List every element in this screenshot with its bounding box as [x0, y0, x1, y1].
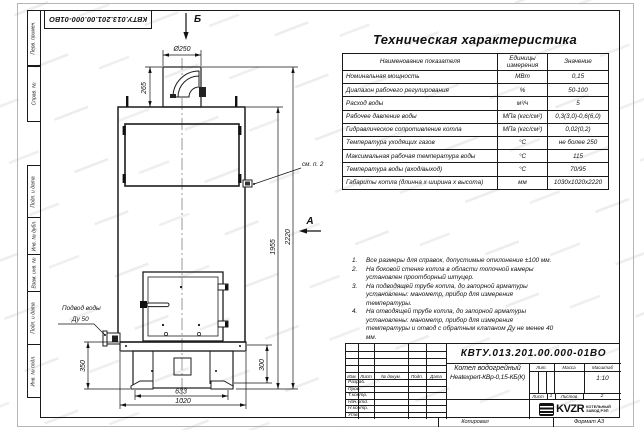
spec-param: Температура воды (вход/выход): [343, 163, 498, 176]
note-text: Все размеры для справок, допустимые отклонение ±100 мм.: [366, 257, 552, 264]
tb-lit-label: Лит.: [536, 364, 547, 370]
notes-list: [352, 257, 608, 342]
spec-col-name: Наименование показателя: [343, 54, 498, 71]
tb-col-date: Дата: [430, 373, 442, 379]
tb-line: [346, 386, 446, 387]
kvzr-logo-text: KVZR: [556, 403, 585, 415]
spec-value: 50-100: [548, 84, 609, 97]
spec-row: [343, 136, 609, 149]
margin-field-label: Подп. и дата: [31, 175, 37, 208]
spec-row: [343, 150, 609, 163]
spec-value: 0,02(0,2): [548, 123, 609, 136]
tb-mass-label: Масса: [562, 364, 576, 370]
tb-line: [346, 412, 446, 413]
tb-line: [529, 371, 621, 372]
tb-line: [346, 365, 446, 366]
margin-field-label: Справ. №: [31, 82, 38, 106]
tb-role-tkontr: Т.контр.: [348, 393, 368, 398]
tb-product-name-line2: Heatexpert-КВр-0,15-КБ(К): [449, 374, 526, 381]
tb-role-nkontr: Н.контр.: [348, 406, 369, 411]
spec-param: Гидравлическое сопротивление котла: [343, 123, 498, 136]
margin-field-label: Инв. № подл.: [31, 355, 37, 387]
tb-role-nachotd: Нач.отд.: [348, 399, 369, 405]
spec-value: 70/95: [548, 163, 609, 176]
note-number: 2.: [352, 265, 358, 273]
spec-header-row: [343, 54, 609, 71]
spec-units: °С: [498, 150, 548, 163]
spec-row: [343, 123, 609, 136]
note-item: [352, 257, 608, 266]
margin-field-label: Инв. № дубл.: [31, 220, 37, 252]
view-label-b: Б: [194, 14, 202, 25]
spec-units: мм: [498, 176, 548, 189]
margin-tick: [438, 418, 439, 427]
copied-label: Копировал: [461, 419, 489, 425]
spec-row: [343, 97, 609, 110]
dim-body-height: 1955: [270, 239, 277, 255]
logo-caption-line1: КОТЕЛЬНЫЙ: [586, 404, 611, 409]
spec-units: °С: [498, 136, 548, 149]
dim-feet-span: 633: [175, 388, 187, 396]
spec-units: %: [498, 84, 548, 97]
spec-value: 1030х1020х2220: [548, 176, 609, 189]
tb-col-list: Лист: [360, 373, 372, 379]
spec-param: Расход воды: [343, 97, 498, 110]
tb-scale-value: 1:10: [596, 375, 609, 382]
water-inlet-label-line1: Подвод воды: [62, 305, 101, 312]
format-label: Формат А3: [573, 419, 605, 425]
tb-role-prov: Пров.: [348, 386, 361, 392]
tb-col-izm: Изм.: [347, 373, 357, 379]
note-number: 1.: [352, 257, 358, 264]
tb-line: [346, 358, 446, 359]
tb-sheets-label: Листов: [560, 393, 578, 399]
spec-value: 0,15: [548, 71, 609, 84]
dim-base-width: 1020: [175, 398, 191, 405]
spec-units: МВт: [498, 71, 548, 84]
boiler-front-view: [103, 67, 252, 389]
tb-line: [546, 371, 547, 393]
spec-value: не более 250: [548, 136, 609, 149]
spec-row: [343, 176, 609, 189]
spec-param: Максимальная рабочая температура воды: [343, 150, 498, 163]
dim-chimney-diameter: Ø250: [173, 46, 191, 53]
kvzr-logo-icon: [539, 403, 554, 416]
spec-param: Габариты котла (длинна х ширина х высота): [343, 176, 498, 189]
tb-col-sign: Подп.: [411, 373, 423, 379]
tb-line: [346, 351, 446, 352]
note-number: 4.: [352, 308, 358, 316]
note-item: [352, 266, 608, 283]
spec-col-units: Единицы измерения: [498, 54, 548, 71]
spec-value: 5: [548, 97, 609, 110]
dim-chimney-height: 265: [141, 82, 148, 94]
note-text: На боковой стенке котла в области топочной камеры установлен проотборный штуцер.: [366, 265, 534, 282]
technical-characteristics: [342, 32, 608, 190]
spec-title: Техническая характеристика: [372, 32, 578, 47]
tb-line: [538, 371, 539, 393]
spec-row: [343, 84, 609, 97]
spec-units: МПа (кгс/см²): [498, 110, 548, 123]
note-item: [352, 308, 608, 342]
title-block: [345, 343, 620, 418]
note-text: На подводящей трубе котла, до запорной арматуры установлены: манометр, прибор для измерения температуры.: [366, 282, 528, 307]
company-logo: [529, 399, 621, 419]
dim-overall-height: 2220: [285, 229, 292, 245]
note-text: На отводящей трубе котла, до запорной арматуры установлены: манометр, прибор для измерения температуры и отвод с обратным клапаном Ду не менее 40 мм.: [366, 308, 554, 341]
spec-value: 0,3(3,0)-0,6(6,0): [548, 110, 609, 123]
callout-see-note-2: см. п. 2: [302, 161, 324, 168]
dim-inlet-height: 350: [80, 360, 87, 372]
tb-product-name-line1: Котел водогрейный: [454, 365, 521, 372]
tb-scale-label: Масштаб: [591, 364, 614, 370]
tb-role-utv: Утв.: [348, 412, 359, 418]
margin-field-label: Взам. инв. №: [31, 257, 37, 289]
view-label-a: А: [306, 216, 314, 227]
spec-col-value: Значение: [548, 54, 609, 71]
spec-param: Номинальная мощность: [343, 71, 498, 84]
tb-sheets-value: 2: [600, 393, 604, 399]
tb-line: [374, 344, 375, 419]
tb-role-razrab: Разраб.: [348, 380, 366, 385]
note-number: 3.: [352, 282, 358, 290]
spec-units: м³/ч: [498, 97, 548, 110]
tb-line: [426, 344, 427, 419]
logo-caption-line2: ЗАВОД РЭП: [586, 409, 609, 413]
spec-row: [343, 163, 609, 176]
water-inlet-label-line2: Ду 50: [72, 316, 89, 323]
tb-line: [408, 344, 409, 419]
spec-row: [343, 110, 609, 123]
margin-tick: [553, 418, 554, 427]
dim-base-height: 300: [259, 359, 266, 371]
margin-field-label: Подп. и дата: [31, 302, 37, 334]
spec-param: Рабочее давление воды: [343, 110, 498, 123]
spec-param: Диапазон рабочего регулирования: [343, 84, 498, 97]
spec-row: [343, 71, 609, 84]
tb-col-doc: № докум.: [381, 373, 401, 379]
margin-field-label: Перв. примен.: [31, 21, 37, 55]
spec-table: [342, 53, 609, 190]
tb-sheet-value: 1: [549, 393, 553, 399]
note-item: [352, 283, 608, 309]
spec-param: Температура уходящих газов: [343, 136, 498, 149]
tb-doc-number: КВТУ.013.201.00.000-01ВО: [460, 348, 607, 359]
rotated-docnumber-text: КВТУ.013.201.00.000-01ВО: [48, 15, 148, 24]
spec-units: МПа (кгс/см²): [498, 123, 548, 136]
tb-sheet-label: Лист: [532, 393, 544, 399]
spec-units: °С: [498, 163, 548, 176]
spec-value: 115: [548, 150, 609, 163]
